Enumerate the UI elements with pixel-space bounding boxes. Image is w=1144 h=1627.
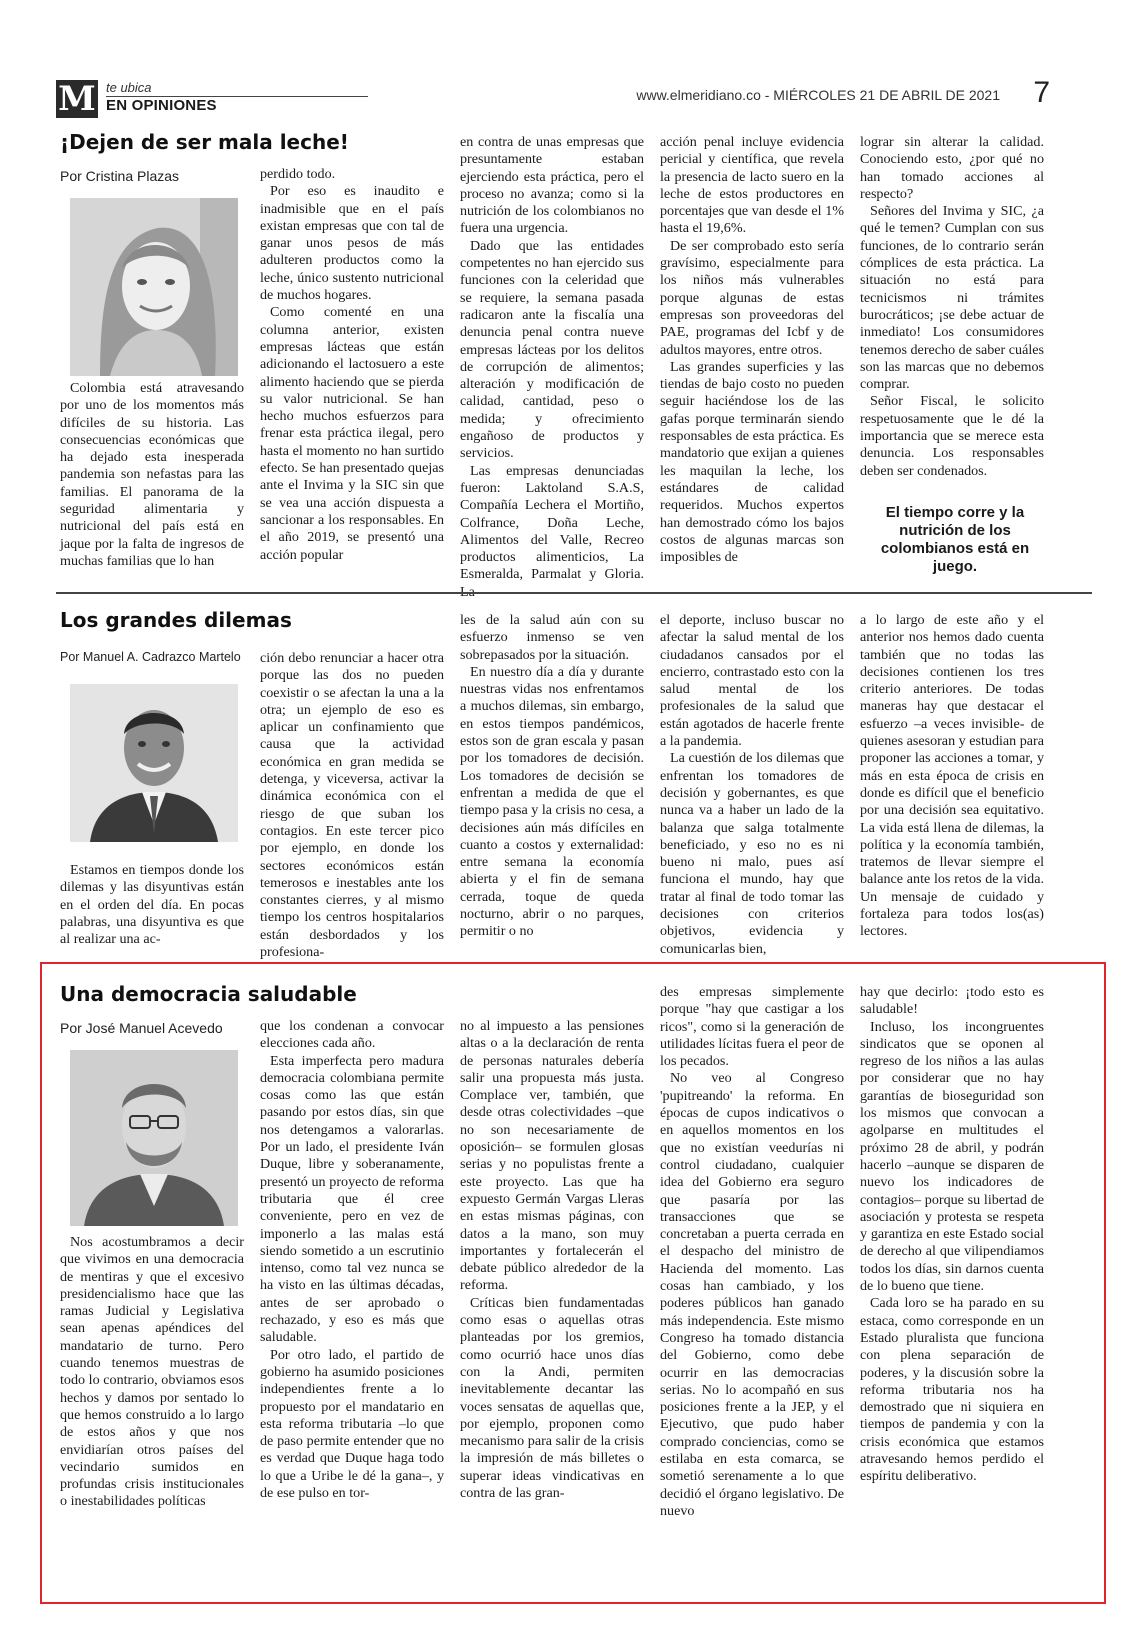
paragraph: perdido todo.: [260, 166, 336, 182]
paragraph: a lo largo de este año y el anterior nos hemos dado cuenta también que no todas las decisiones contienen los tres criterio anteriores. De todas maneras hay que destacar el esfuerzo –a veces invisible- de quienes asesoran y estudian para proponer las acciones a tomar, y más en esta época de crisis en donde es difícil que el beneficio por una decisión sea equitativo. La vida está llena de dilemas, la política y la economía también, tratemos de llevar siempre el balance ante los retos de la vida. Un mensaje de cuidado y fortaleza para todos los(as) lectores.: [860, 612, 1044, 940]
article-column-3: [460, 1018, 644, 1502]
article-column-5: [860, 984, 1044, 1486]
article-headline: Una democracia saludable: [60, 982, 357, 1006]
paragraph: La cuestión de los dilemas que enfrentan los tomadores de decisión y gobernantes, es que nunca va a haber un lado de la balanza que salga totalmente beneficiado, y eso no es ni bueno ni malo, pues así funciona el mundo, hay que tratar al final de todo tomar las decisiones con criterios objetivos, evidencia y comunicarlas bien,: [660, 750, 844, 957]
author-photo: [70, 684, 238, 842]
article-column-1: [60, 1234, 244, 1511]
article-column-3: [460, 612, 644, 941]
paragraph: Cada loro se ha parado en su estaca, como corresponde en un Estado pluralista que funciona con plena separación de poderes, y la discusión sobre la reforma tributaria nos ha demostrado que ni siquiera en tiempos de pandemia y con la crisis económica que estamos atravesando hemos perdido el espíritu deliberativo.: [860, 1295, 1044, 1485]
paragraph: Las empresas denunciadas fueron: Laktoland S.A.S, Compañía Lechera el Mortiño, Colfrance, Doña Leche, Alimentos del Valle, Recreo productos alimenticios, La Esmeralda, Parmalat y Gloria.: [460, 462, 644, 583]
paragraph: Esta imperfecta pero madura democracia colombiana permite cosas como las que están pasando por estos días, sin que nos detengamos a valorarlas. Por un lado, el presidente Iván Duque, libre y soberanamente, presentó un proyecto de reforma tributaria que él cree conveniente, pero en vez de imponerlo a las malas está siendo sometido a un escrutinio intenso, como tal vez nunca se ha visto en las últimas décadas, antes de ser aprobado o rechazado, y eso es más que saludable.: [260, 1052, 444, 1346]
paragraph: De ser comprobado esto sería gravísimo, especialmente para los niños más vulnerables porque algunas de estas empresas son proveedoras del PAE, programas del Icbf y de adultos mayores, entre otros.: [660, 237, 844, 358]
article-column-1: [60, 862, 244, 948]
paragraph: acción penal incluye evidencia pericial y científica, que revela la presencia de lacto suero en la leche de estos productores en porcentajes que van desde el 1% hasta el 19,6%.: [660, 134, 844, 237]
paragraph: Incluso, los incongruentes sindicatos que se oponen al regreso de los niños a las aulas por considerar que no hay garantías de bioseguridad son los mismos que convocan a agolparse en multitudes el próximo 28 de abril, y podrán hacerlo –aunque se disparen de nuevo los indicadores de contagios– porque su libertad de asociación y protesta se respeta y garantiza en este Estado social de derecho al que vilipendiamos todos los días, sin darnos cuenta de lo bueno que tiene.: [860, 1018, 1044, 1295]
article-column-1: [60, 380, 244, 570]
paragraph: Las grandes superficies y las tiendas de bajo costo no pueden seguir haciéndose los de las gafas porque terminarán siendo responsables de esta práctica. Es mandatorio que exijan a quienes les maquilan la leche, los estándares de calidad requeridos. Muchos expertos han demostrado cómo los bajos costos de algunas marcas son imposibles de: [660, 358, 844, 566]
dateline: www.elmeridiano.co - MIÉRCOLES 21 DE ABRIL DE 2021: [636, 87, 1000, 103]
paragraph: que los condenan a convocar elecciones cada año.: [260, 1018, 444, 1052]
article-column-5: [860, 134, 1044, 480]
article-los-grandes-dilemas: [50, 600, 1106, 961]
article-column-3: [460, 134, 644, 601]
paragraph: Dado que las entidades competentes no han ejercido sus funciones con la celeridad que se requiere, la semana pasada radicaron ante la fiscalía una denuncia penal contra nueve empresas lácteas por los delitos de corrupción de alimentos; alteración y modificación de calidad, cantidad, peso o medida; y ofrecimiento engañoso de productos y servicios.: [460, 237, 644, 462]
paragraph: No veo al Congreso 'pupitreando' la reforma. En épocas de cupos indicativos o en aquellos momentos en los que no existían veedurías ni control ciudadano, cualquier idea del Gobierno era seguro que pasaría por las transacciones que se concretaban a puerta cerrada en el despacho del ministro de Hacienda del momento. Las cosas han cambiado, y los poderes públicos han ganado más independencia. Este mismo Congreso ha tomado distancia del Gobierno, como debe ocurrir en las democracias serias. No lo acompañó en sus posiciones frente a la JEP, y el Ejecutivo, que pudo haber comprado conciencias, como se estilaba en esta comarca, se sometió serenamente a lo que decidió el órgano legislativo. De nuevo: [660, 1070, 844, 1519]
article-column-4: [660, 612, 844, 958]
paragraph: no al impuesto a las pensiones altas o a la declaración de renta de personas naturales debería salir una propuesta más justa. Complace ver, también, que desde otras colectividades –que no son necesariamente de oposición– se formulen glosas serias y no populistas frente a este proyecto. Las que ha expuesto Germán Vargas Lleras en estas mismas páginas, con datos a la mano, son muy importantes y fortalecerán el debate público alrededor de la reforma.: [460, 1018, 644, 1294]
page-header: [56, 76, 1092, 120]
article-column-2: [260, 1018, 444, 1502]
pull-quote: El tiempo corre y la nutrición de los colombianos está en juego.: [880, 504, 1030, 575]
paragraph: Nos acostumbramos a decir que vivimos en una democracia de mentiras y que el excesivo presidencialismo hace que las ramas Judicial y Legislativa sean apenas apéndices del mandatario de turno. Pero cuando tenemos muestras de todo lo contrario, obviamos esos hechos y damos por sentado lo que hemos construido a lo largo de estos años y que nos envidiarían otros países del vecindario sumidos en profundas crisis institucionales o inestabilidades políticas: [60, 1234, 244, 1510]
paragraph: des empresas simplemente porque "hay que castigar a los ricos", como si la generación de utilidades lícitas fuera el peor de los pecados.: [660, 984, 844, 1070]
article-column-4: [660, 984, 844, 1520]
section-name: EN OPINIONES: [106, 97, 217, 114]
article-headline: Los grandes dilemas: [60, 608, 292, 632]
paragraph: lograr sin alterar la calidad. Conociendo esto, ¿por qué no han tomado acciones al respecto?: [860, 134, 1044, 202]
article-column-4: [660, 134, 844, 566]
page-number: 7: [1033, 76, 1050, 109]
article-una-democracia-saludable: [50, 976, 1106, 1596]
author-photo: [70, 1050, 238, 1226]
paragraph: Señores del Invima y SIC, ¿a qué le temen? Cumplan con sus funciones, de lo contrario serán cómplices de esta práctica. La situación no está para tecnicismos ni trámites burocráticos; ¡se debe actuar de inmediato! Los consumidores tenemos derecho de saber cuáles son las marcas que no debemos comprar.: [860, 203, 1044, 393]
paragraph: el deporte, incluso buscar no afectar la salud mental de los ciudadanos cansados por el encierro, contrastado esto con la salud mental de los profesionales de la salud que están agotados de hacerle frente a la pandemia.: [660, 612, 844, 750]
paragraph: Colombia está atravesando por uno de los momentos más difíciles de su historia. Las consecuencias económicas que ha dejado esta inesperada pandemia son nefastas para las familias. El panorama de la seguridad alimentaria y nutricional del país está en jaque por la falta de ingresos de muchas familias que lo han: [60, 380, 244, 569]
paragraph: Por eso es inaudito e inadmisible que en el país existan empresas que con tal de ganar unos pesos de más adulteren productos como la leche, único sustento nutricional de muchos hogares.: [260, 183, 444, 304]
paragraph: en contra de unas empresas que presuntamente estaban ejerciendo esta práctica, pero el proceso no avanza; como si la nutrición de los colombianos no fuera una urgencia.: [460, 134, 644, 237]
paragraph: les de la salud aún con su esfuerzo inmenso se ven sobrepasados por la situación.: [460, 612, 644, 663]
article-byline: Por José Manuel Acevedo: [60, 1020, 223, 1036]
article-dejen-de-ser-mala-leche: [50, 126, 1106, 586]
author-photo: [70, 198, 238, 376]
masthead-logo: M: [56, 80, 98, 118]
paragraph: Estamos en tiempos donde los dilemas y las disyuntivas están en el orden del día. En pocas palabras, una disyuntiva es que al realizar una ac-: [60, 862, 244, 948]
article-divider: [56, 592, 1092, 594]
article-byline: Por Manuel A. Cadrazco Martelo: [60, 650, 241, 664]
paragraph: Críticas bien fundamentadas como esas o aquellas otras planteadas por los gremios, como ocurrió hace unos días con la Andi, permiten inevitablemente decantar las voces sensatas de aquellas que, por ejemplo, proponen como mecanismo para salir de la crisis la impresión de más billetes o superar ideas vindicativas en contra de las gran-: [460, 1294, 644, 1502]
paragraph: Por otro lado, el partido de gobierno ha asumido posiciones independientes frente a lo propuesto por el mandatario en esta reforma tributaria –lo que de paso permite entender que no es verdad que Duque haga todo lo que a Uribe le dé la gana–, y de ese pulso en tor-: [260, 1346, 444, 1502]
article-headline: ¡Dejen de ser mala leche!: [60, 130, 349, 154]
paragraph: Señor Fiscal, le solicito respetuosamente que le dé la importancia que se merece esta denuncia. Los responsables deben ser condenados.: [860, 393, 1044, 479]
article-column-2: [260, 166, 444, 564]
article-byline: Por Cristina Plazas: [60, 168, 180, 184]
paragraph: En nuestro día a día y durante nuestras vidas nos enfrentamos a muchos dilemas, sin embargo, en estos tiempos pandémicos, estos son de gran escala y pasan por los tomadores de decisión. Los tomadores de decisión se enfrentan a medida de que el tiempo pasa y la crisis no cesa, a decisiones aún más difíciles en cuanto a costos y externalidad: entre semana la economía abierta y el fin de semana cerrada, toque de queda nocturno, abrir o no parques, permitir o no: [460, 663, 644, 940]
article-column-2: [260, 650, 444, 961]
article-column-5: [860, 612, 1044, 941]
paragraph: hay que decirlo: ¡todo esto es saludable!: [860, 984, 1044, 1018]
section-tagline: te ubica: [106, 80, 152, 95]
paragraph: Como comenté en una columna anterior, existen empresas lácteas que están adicionando el lactosuero a este alimento haciendo que se pierda su valor nutricional. Se han hecho muchos esfuerzos para frenar esta práctica ilegal, pero hasta el momento no han surtido efecto. Se han presentado quejas ante el Invima y la SIC sin que se vea una acción dispuesta a sancionar a los responsables. En el año 2019, se presentó una acción popular: [260, 304, 444, 563]
paragraph: ción debo renunciar a hacer otra porque las dos no pueden coexistir o se afectan la una a la otra; un ejemplo de eso es aplicar un confinamiento que causa que la actividad económica en gran medida se detenga, y viceversa, activar la dinámica económica con el riesgo de que suban los contagios. En este tercer pico por ejemplo, en donde los sectores económicos están temerosos e inestables ante los constantes cierres, y al mismo tiempo los centros hospitalarios están desbordados y los profesiona-: [260, 650, 444, 961]
